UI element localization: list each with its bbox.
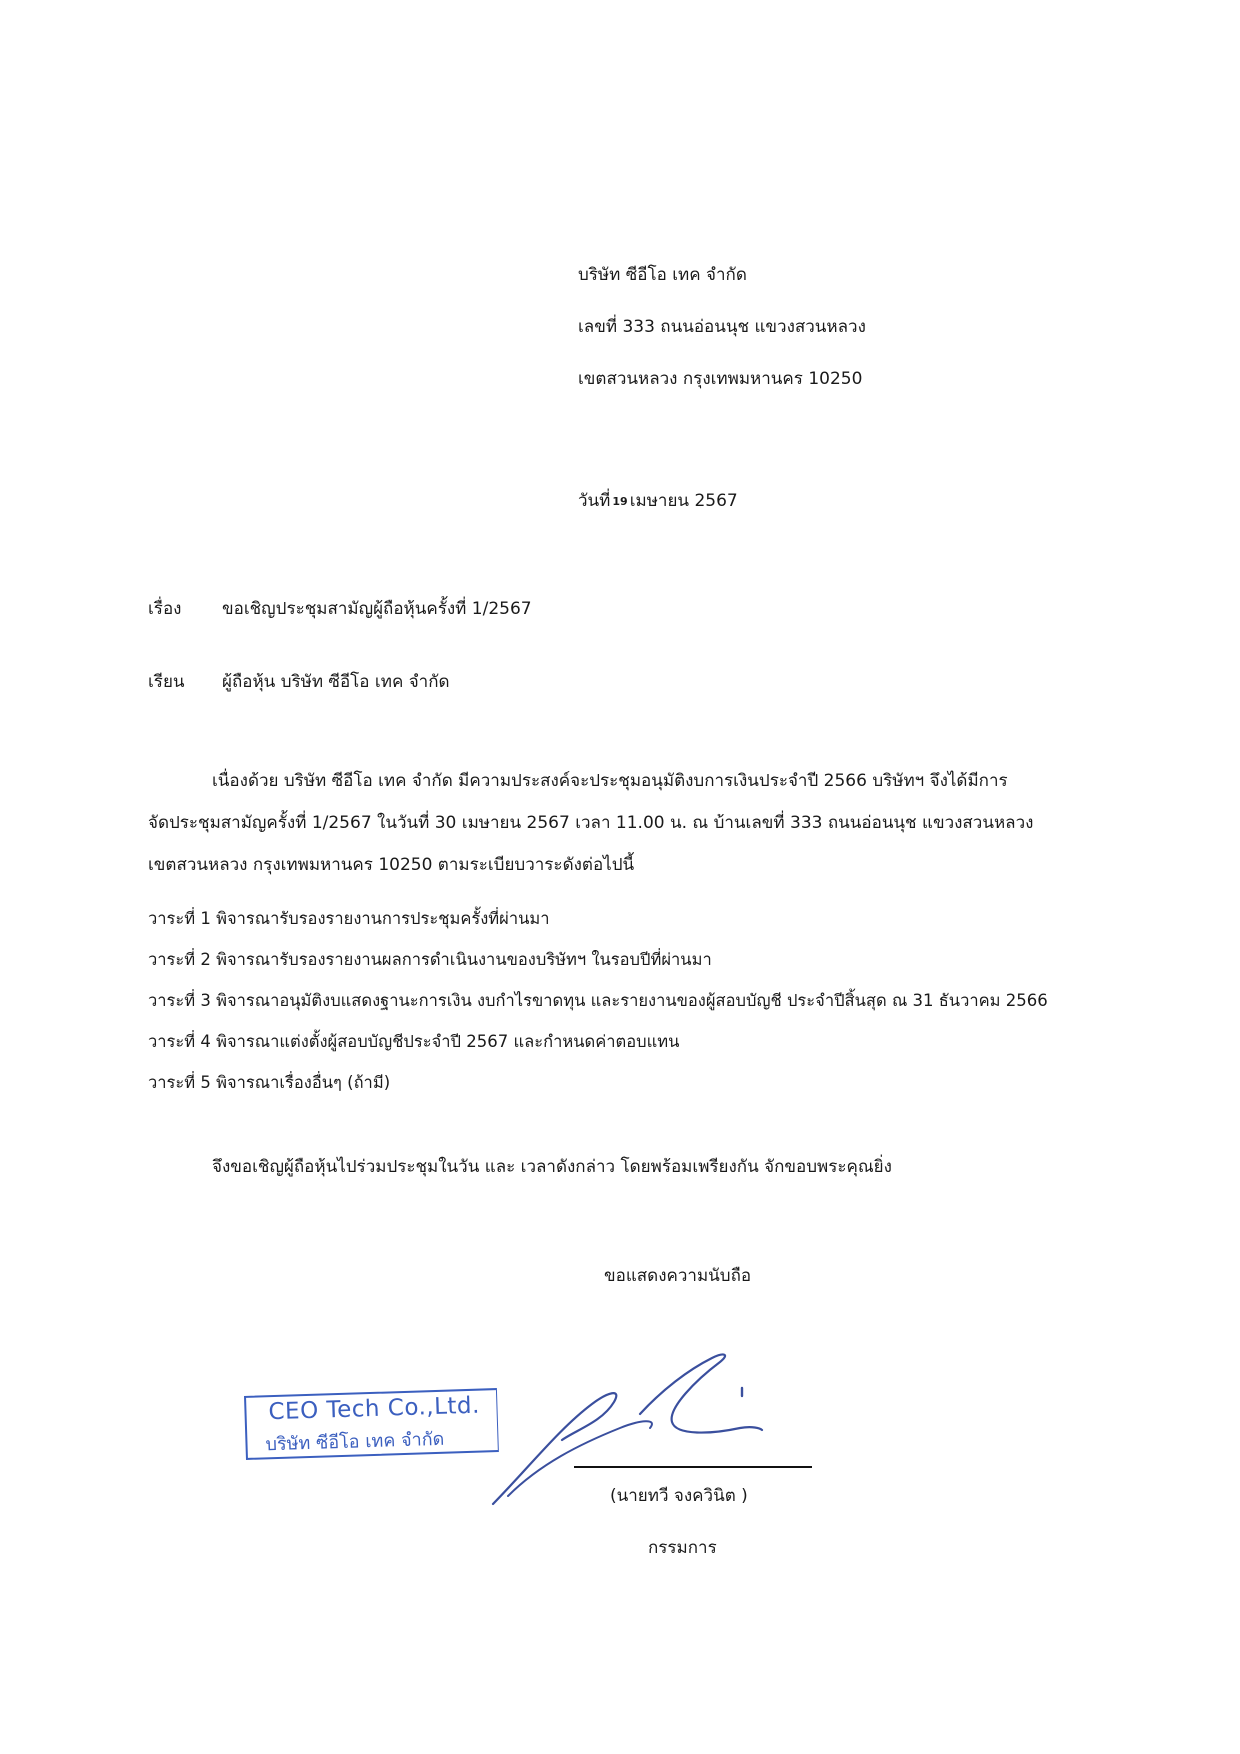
recipient-label: เรียน xyxy=(148,672,185,692)
stamp-thai-name: บริษัท ซีอีโอ เทค จำกัด xyxy=(265,1428,445,1456)
body-line-3: เขตสวนหลวง กรุงเทพมหานคร 10250 ตามระเบียบวาระดังต่อไปนี้ xyxy=(148,855,635,875)
signature-line xyxy=(574,1466,812,1468)
sender-company: บริษัท ซีอีโอ เทค จำกัด xyxy=(578,265,747,285)
sender-address-line2: เขตสวนหลวง กรุงเทพมหานคร 10250 xyxy=(578,369,863,389)
date-day: 19 xyxy=(612,495,628,508)
agenda-item-5: วาระที่ 5 พิจารณาเรื่องอื่นๆ (ถ้ามี) xyxy=(148,1073,391,1092)
subject-text: ขอเชิญประชุมสามัญผู้ถือหุ้นครั้งที่ 1/2567 xyxy=(222,599,532,619)
agenda-item-1: วาระที่ 1 พิจารณารับรองรายงานการประชุมครั้งที่ผ่านมา xyxy=(148,909,550,928)
sender-address-line1: เลขที่ 333 ถนนอ่อนนุช แขวงสวนหลวง xyxy=(578,317,866,337)
body-line-1: เนื่องด้วย บริษัท ซีอีโอ เทค จำกัด มีความประสงค์จะประชุมอนุมัติงบการเงินประจำปี 2566 บริษัทฯ จึงได้มีการ xyxy=(212,771,1008,791)
date-prefix: วันที่ xyxy=(578,491,611,511)
agenda-item-3: วาระที่ 3 พิจารณาอนุมัติงบแสดงฐานะการเงิน งบกำไรขาดทุน และรายงานของผู้สอบบัญชี ประจำปีสิ้นสุด ณ 31 ธันวาคม 2566 xyxy=(148,991,1048,1010)
agenda-item-2: วาระที่ 2 พิจารณารับรองรายงานผลการดำเนินงานของบริษัทฯ ในรอบปีที่ผ่านมา xyxy=(148,950,712,969)
letter-date xyxy=(578,490,738,514)
recipient-text: ผู้ถือหุ้น บริษัท ซีอีโอ เทค จำกัด xyxy=(222,672,450,692)
body-line-2: จัดประชุมสามัญครั้งที่ 1/2567 ในวันที่ 30 เมษายน 2567 เวลา 11.00 น. ณ บ้านเลขที่ 333 ถนนอ่อนนุช แขวงสวนหลวง xyxy=(148,813,1034,833)
signer-title: กรรมการ xyxy=(648,1538,717,1558)
subject-label: เรื่อง xyxy=(148,599,182,619)
closing-regards: ขอแสดงความนับถือ xyxy=(604,1266,752,1286)
signer-name: (นายทวี จงควินิต ) xyxy=(610,1486,748,1506)
stamp-english-name: CEO Tech Co.,Ltd. xyxy=(268,1392,481,1426)
date-month-year: เมษายน 2567 xyxy=(629,491,738,511)
company-stamp xyxy=(244,1388,499,1460)
agenda-item-4: วาระที่ 4 พิจารณาแต่งตั้งผู้สอบบัญชีประจำปี 2567 และกำหนดค่าตอบแทน xyxy=(148,1032,680,1051)
body-paragraph xyxy=(148,760,1108,886)
closing-invitation: จึงขอเชิญผู้ถือหุ้นไปร่วมประชุมในวัน และ เวลาดังกล่าว โดยพร้อมเพรียงกัน จักขอบพระคุณยิ่ง xyxy=(212,1157,892,1177)
